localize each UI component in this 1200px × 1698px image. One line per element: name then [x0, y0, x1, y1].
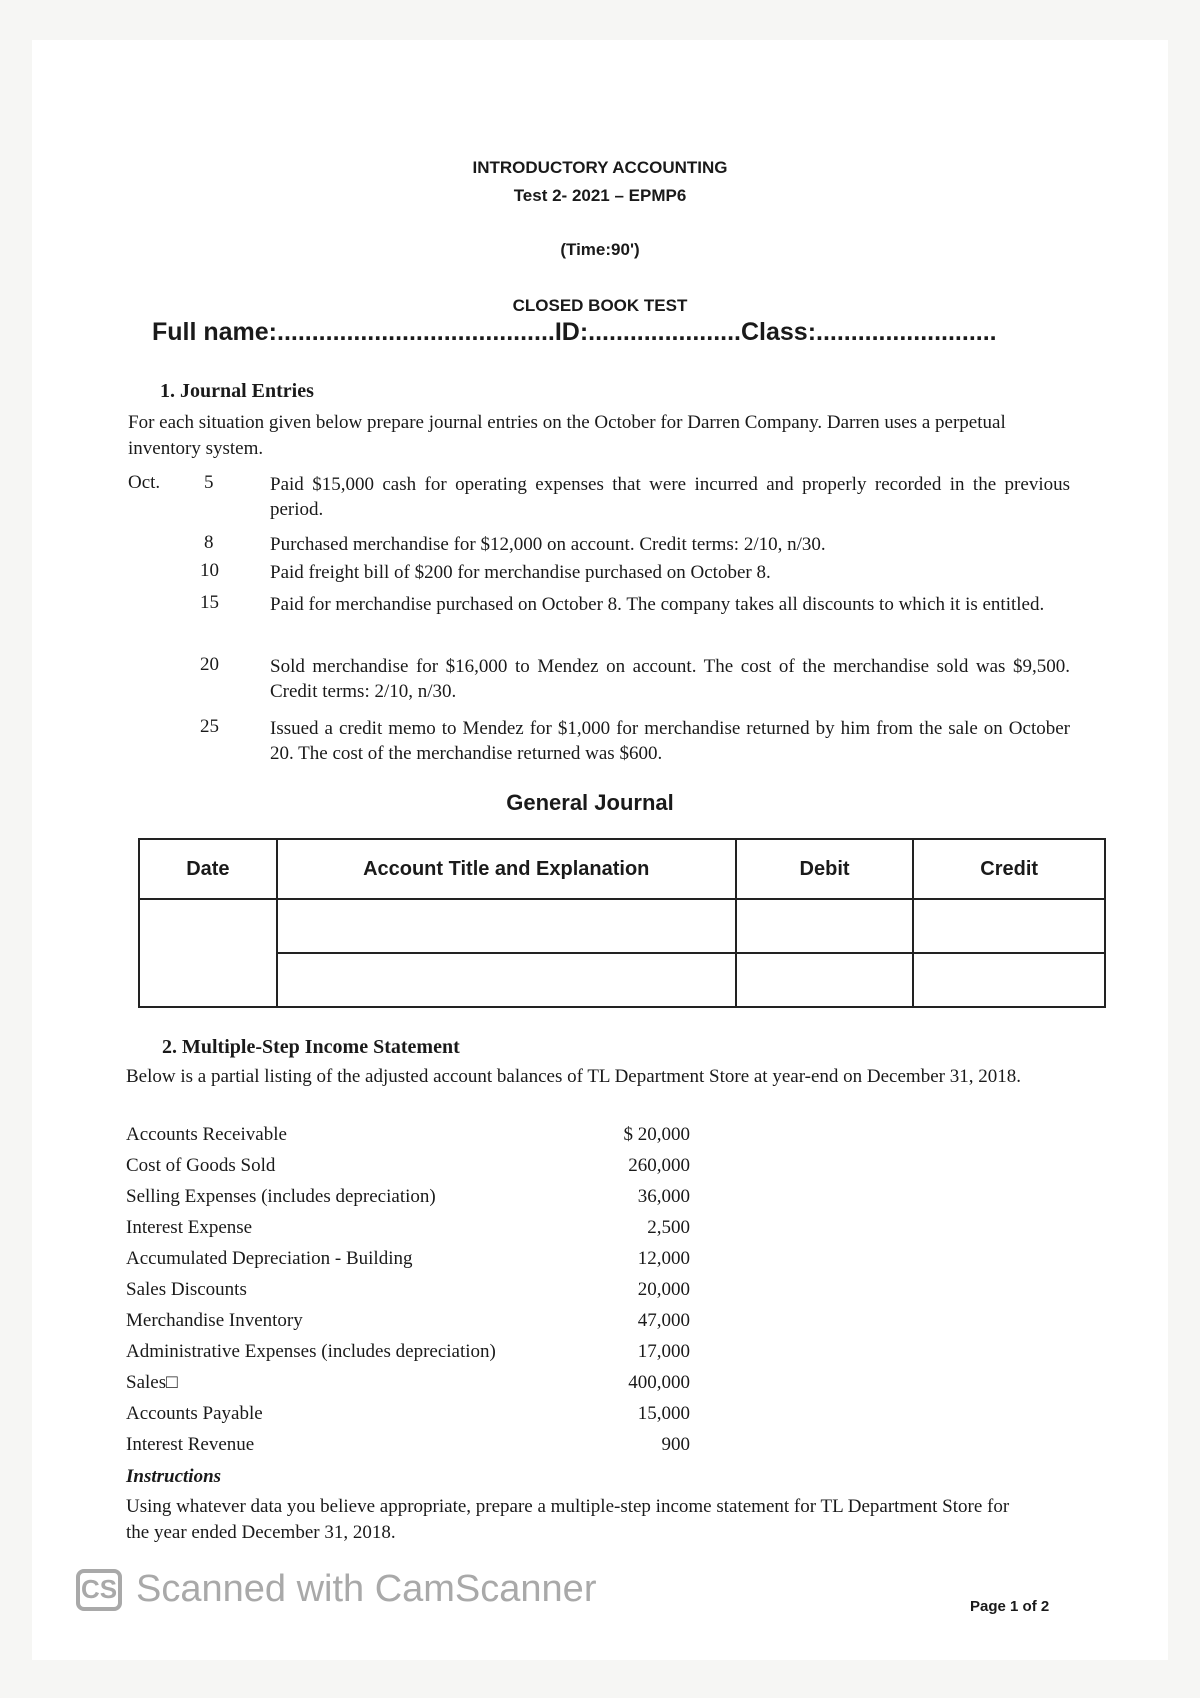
entry-day: 5	[204, 472, 214, 493]
entry-text: Paid for merchandise purchased on October 8. The company takes all discounts to which it is entitled.	[270, 594, 1045, 615]
account-name: Cost of Goods Sold	[126, 1155, 276, 1176]
column-header-account: Account Title and Explanation	[277, 839, 736, 899]
credit-cell[interactable]	[913, 953, 1105, 1007]
account-name: Selling Expenses (includes depreciation)	[126, 1186, 436, 1207]
account-amount: 260,000	[628, 1155, 690, 1176]
column-header-date: Date	[139, 839, 277, 899]
column-header-debit: Debit	[736, 839, 914, 899]
section-1-intro: For each situation given below prepare journal entries on the October for Darren Company. Darren uses a perpetual inventory system.	[128, 412, 1006, 459]
debit-cell[interactable]	[736, 953, 914, 1007]
entry-text: Purchased merchandise for $12,000 on account. Credit terms: 2/10, n/30.	[270, 534, 826, 555]
account-amount: 36,000	[637, 1186, 690, 1207]
test-title: Test 2- 2021 – EPMP6	[513, 186, 687, 205]
section-1-title: 1. Journal Entries	[160, 380, 314, 402]
section-2-title: 2. Multiple-Step Income Statement	[162, 1036, 460, 1058]
account-name: Accounts Receivable	[126, 1124, 287, 1145]
entry-day: 10	[200, 560, 219, 581]
student-info-line: Full name:........................................ID:......................Class:..........................	[152, 318, 997, 346]
account-amount: 20,000	[637, 1279, 690, 1300]
general-journal-table	[138, 838, 1106, 1008]
account-amount: 17,000	[637, 1341, 690, 1362]
account-cell[interactable]	[277, 899, 736, 953]
camscanner-watermark	[76, 1568, 596, 1611]
instructions-label: Instructions	[126, 1466, 222, 1487]
watermark-text: Scanned with CamScanner	[136, 1568, 597, 1610]
account-name: Administrative Expenses (includes depreciation)	[126, 1341, 496, 1362]
journal-row	[139, 953, 1105, 1007]
closed-book-label: CLOSED BOOK TEST	[512, 296, 688, 315]
column-header-credit: Credit	[913, 839, 1105, 899]
account-amount: 47,000	[637, 1310, 690, 1331]
entry-text: Issued a credit memo to Mendez for $1,000 for merchandise returned by him from the sale on October 20. The cost of the merchandise returned was $600.	[270, 718, 1070, 764]
entry-day: 25	[200, 716, 219, 737]
debit-cell[interactable]	[736, 899, 914, 953]
account-amount: 2,500	[647, 1217, 690, 1238]
account-amount: 12,000	[637, 1248, 690, 1269]
credit-cell[interactable]	[913, 899, 1105, 953]
account-name: Interest Revenue	[126, 1434, 255, 1455]
account-name: Interest Expense	[126, 1217, 253, 1238]
page-number: Page 1 of 2	[970, 1598, 1050, 1615]
account-amount: $ 20,000	[623, 1124, 690, 1145]
entry-text: Paid freight bill of $200 for merchandise purchased on October 8.	[270, 562, 771, 583]
time-limit: (Time:90')	[560, 240, 640, 259]
entry-text: Sold merchandise for $16,000 to Mendez on account. The cost of the merchandise sold was $9,500. Credit terms: 2/10, n/30.	[270, 656, 1070, 702]
course-title: INTRODUCTORY ACCOUNTING	[472, 158, 728, 177]
account-cell[interactable]	[277, 953, 736, 1007]
section-2-intro: Below is a partial listing of the adjusted account balances of TL Department Store at year-end on December 31, 2018.	[126, 1066, 1021, 1087]
entry-day: 15	[200, 592, 219, 613]
account-name: Accounts Payable	[126, 1403, 263, 1424]
entry-text: Paid $15,000 cash for operating expenses that were incurred and properly recorded in the previous period.	[270, 474, 1070, 520]
general-journal-title: General Journal	[506, 790, 674, 815]
account-name: Accumulated Depreciation - Building	[126, 1248, 413, 1269]
entry-month: Oct.	[128, 472, 161, 493]
account-name: Merchandise Inventory	[126, 1310, 303, 1331]
account-name: Sales□	[126, 1372, 178, 1393]
entry-day: 20	[200, 654, 219, 675]
account-name: Sales Discounts	[126, 1279, 247, 1300]
entry-day: 8	[204, 532, 214, 553]
date-cell[interactable]	[139, 899, 277, 1007]
journal-row	[139, 899, 1105, 953]
camscanner-logo-icon: CS	[76, 1569, 122, 1611]
account-amount: 400,000	[628, 1372, 690, 1393]
account-amount: 15,000	[637, 1403, 690, 1424]
journal-header-row	[139, 839, 1105, 899]
instructions-text: Using whatever data you believe appropriate, prepare a multiple-step income statement for TL Department Store for the year ended December 31, 2018.	[126, 1496, 1010, 1543]
account-amount: 900	[661, 1434, 690, 1455]
